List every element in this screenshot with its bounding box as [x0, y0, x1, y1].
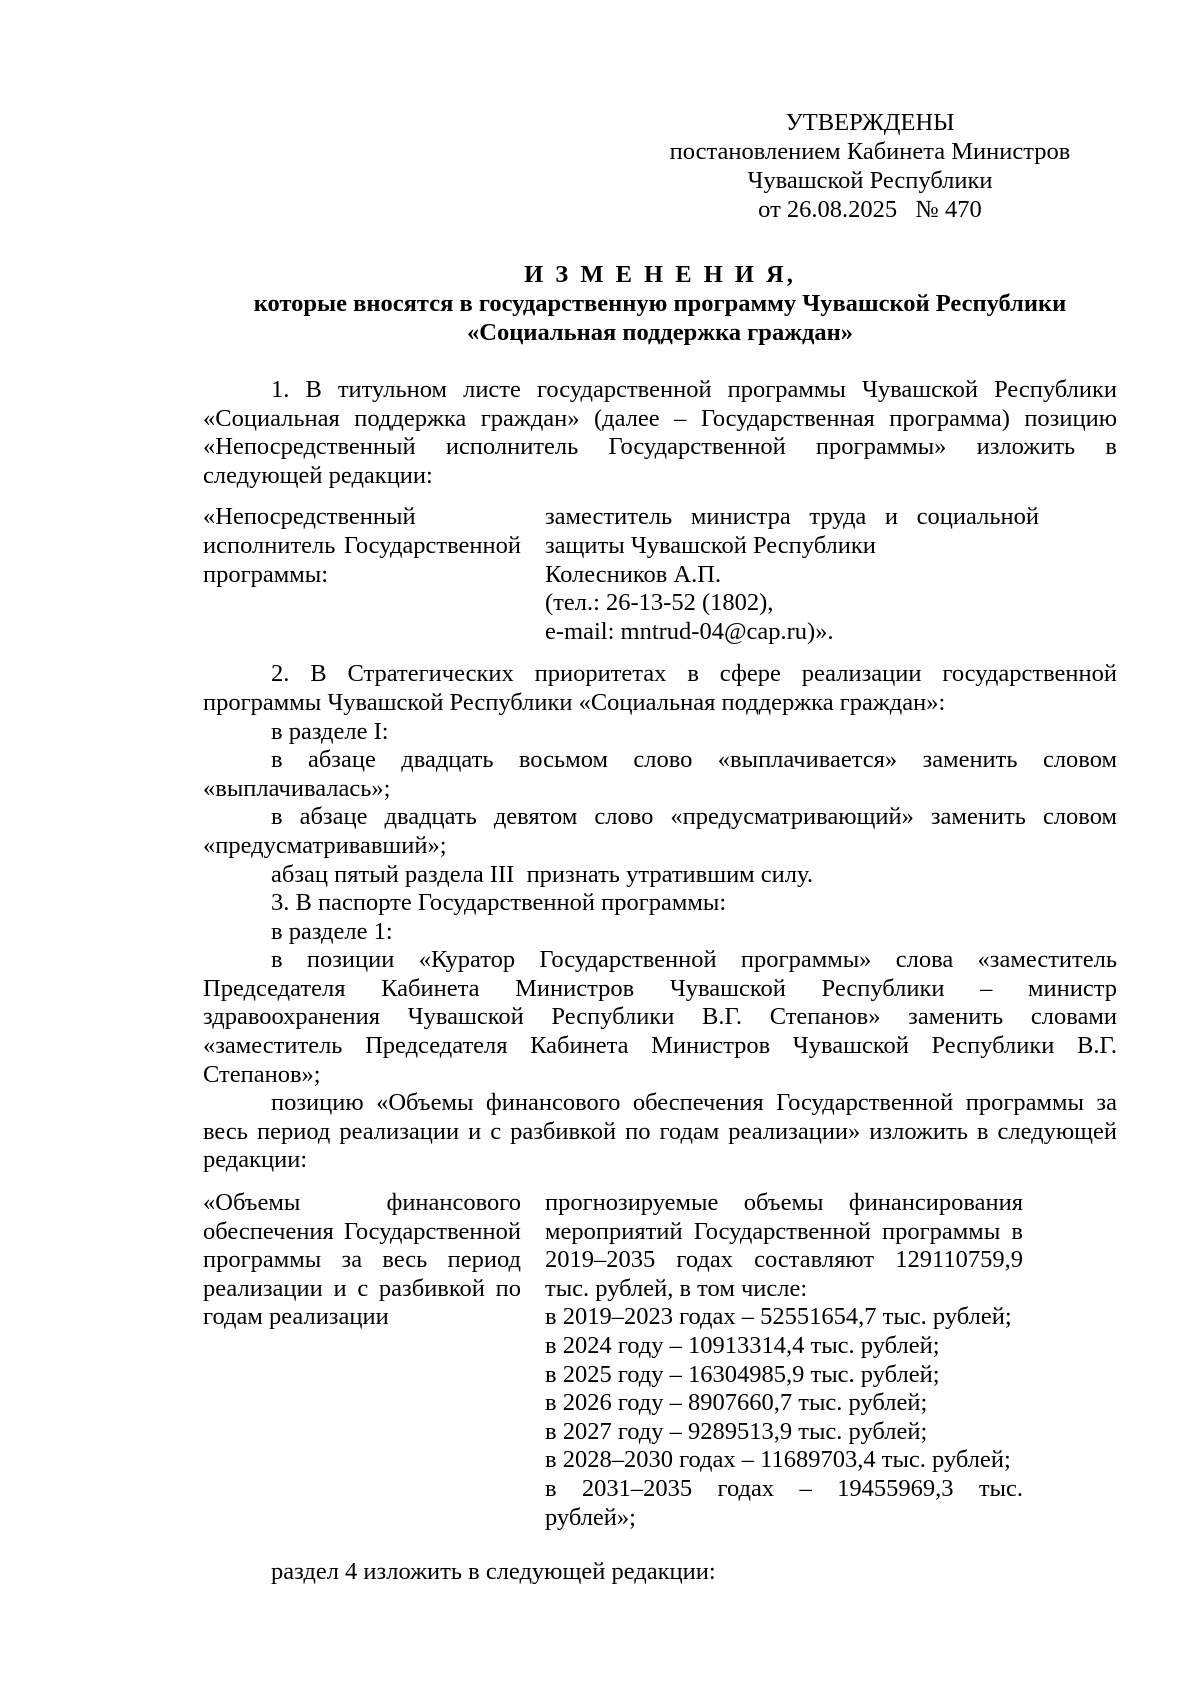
financing-row: в 2026 году – 8907660,7 тыс. рублей; — [545, 1389, 928, 1417]
executor-table-label: «Непосредственный исполнитель Государственной программы: — [203, 503, 521, 588]
approval-heading: УТВЕРЖДЕНЫ — [785, 109, 955, 136]
financing-row: в 2019–2023 годах – 52551654,7 тыс. рублей; — [545, 1303, 1012, 1331]
financing-row: в 2027 году – 9289513,9 тыс. рублей; — [545, 1417, 928, 1445]
item-2-change-3: абзац пятый раздела III признать утратившим силу. — [271, 860, 813, 888]
approval-authority: постановлением Кабинета Министров — [669, 138, 1071, 165]
item-3-paragraph: 3. В паспорте Государственной программы: — [271, 889, 727, 917]
document-title — [200, 260, 1120, 347]
title-heading: И З М Е Н Е Н И Я, — [524, 261, 796, 288]
approval-republic: Чувашской Республики — [747, 167, 993, 194]
item-2-paragraph: 2. В Стратегических приоритетах в сфере реализации государственной программы Чувашской Республики «Социальная поддержка граждан»: — [203, 660, 1117, 716]
approval-stamp — [640, 108, 1100, 224]
title-subtitle: которые вносятся в государственную программу Чувашской Республики — [253, 290, 1067, 317]
item-2-change-2: в абзаце двадцать девятом слово «предусматривающий» заменить словом «предусматривавший»; — [203, 803, 1117, 859]
executor-phone: (тел.: 26-13-52 (1802), — [545, 589, 774, 617]
financing-total: прогнозируемые объемы финансирования мероприятий Государственной программы в 2019–2035 годах составляют 129110759,9 тыс. рублей, в том числе: — [545, 1189, 1023, 1302]
item-3-change-1: в позиции «Куратор Государственной программы» слова «заместитель Председателя Кабинета Министров Чувашской Республики – министр здравоохранения Чувашской Республики В.Г. Степанов» заменить словами «заместитель Председателя Кабинета Министров Чувашской Республики В.Г. Степанов»; — [203, 946, 1117, 1088]
financing-row: в 2025 году – 16304985,9 тыс. рублей; — [545, 1360, 940, 1388]
financing-table — [203, 1189, 1117, 1532]
document-body — [203, 376, 1117, 1587]
item-3-section: в разделе 1: — [271, 917, 393, 945]
item-3-change-2: позицию «Объемы финансового обеспечения Государственной программы за весь период реализации и с разбивкой по годам реализации» изложить в следующей редакции: — [203, 1089, 1117, 1174]
financing-row: в 2028–2030 годах – 11689703,4 тыс. рублей; — [545, 1446, 1011, 1474]
financing-table-value — [545, 1189, 1023, 1532]
financing-row: в 2031–2035 годах – 19455969,3 тыс. рублей»; — [545, 1474, 1023, 1531]
item-2-section: в разделе I: — [271, 717, 389, 745]
executor-position: заместитель министра труда и социальной защиты Чувашской Республики — [545, 503, 1039, 559]
executor-table — [203, 503, 1117, 646]
financing-table-label: «Объемы финансового обеспечения Государственной программы за весь период реализации и с разбивкой по годам реализации — [203, 1189, 521, 1331]
approval-date-number: от 26.08.2025 № 470 — [758, 196, 982, 223]
financing-row: в 2024 году – 10913314,4 тыс. рублей; — [545, 1332, 940, 1359]
title-program-name: «Социальная поддержка граждан» — [467, 319, 853, 346]
item-3-last: раздел 4 изложить в следующей редакции: — [271, 1558, 716, 1586]
executor-email: e-mail: mntrud-04@cap.ru)». — [545, 617, 834, 645]
item-2-change-1: в абзаце двадцать восьмом слово «выплачивается» заменить словом «выплачивалась»; — [203, 746, 1117, 802]
item-1-paragraph: 1. В титульном листе государственной программы Чувашской Республики «Социальная поддержка граждан» (далее – Государственная программа) позицию «Непосредственный исполнитель Государственной программы» изложить в следующей редакции: — [203, 376, 1117, 489]
executor-table-value — [545, 503, 1039, 646]
executor-name: Колесников А.П. — [545, 560, 722, 588]
